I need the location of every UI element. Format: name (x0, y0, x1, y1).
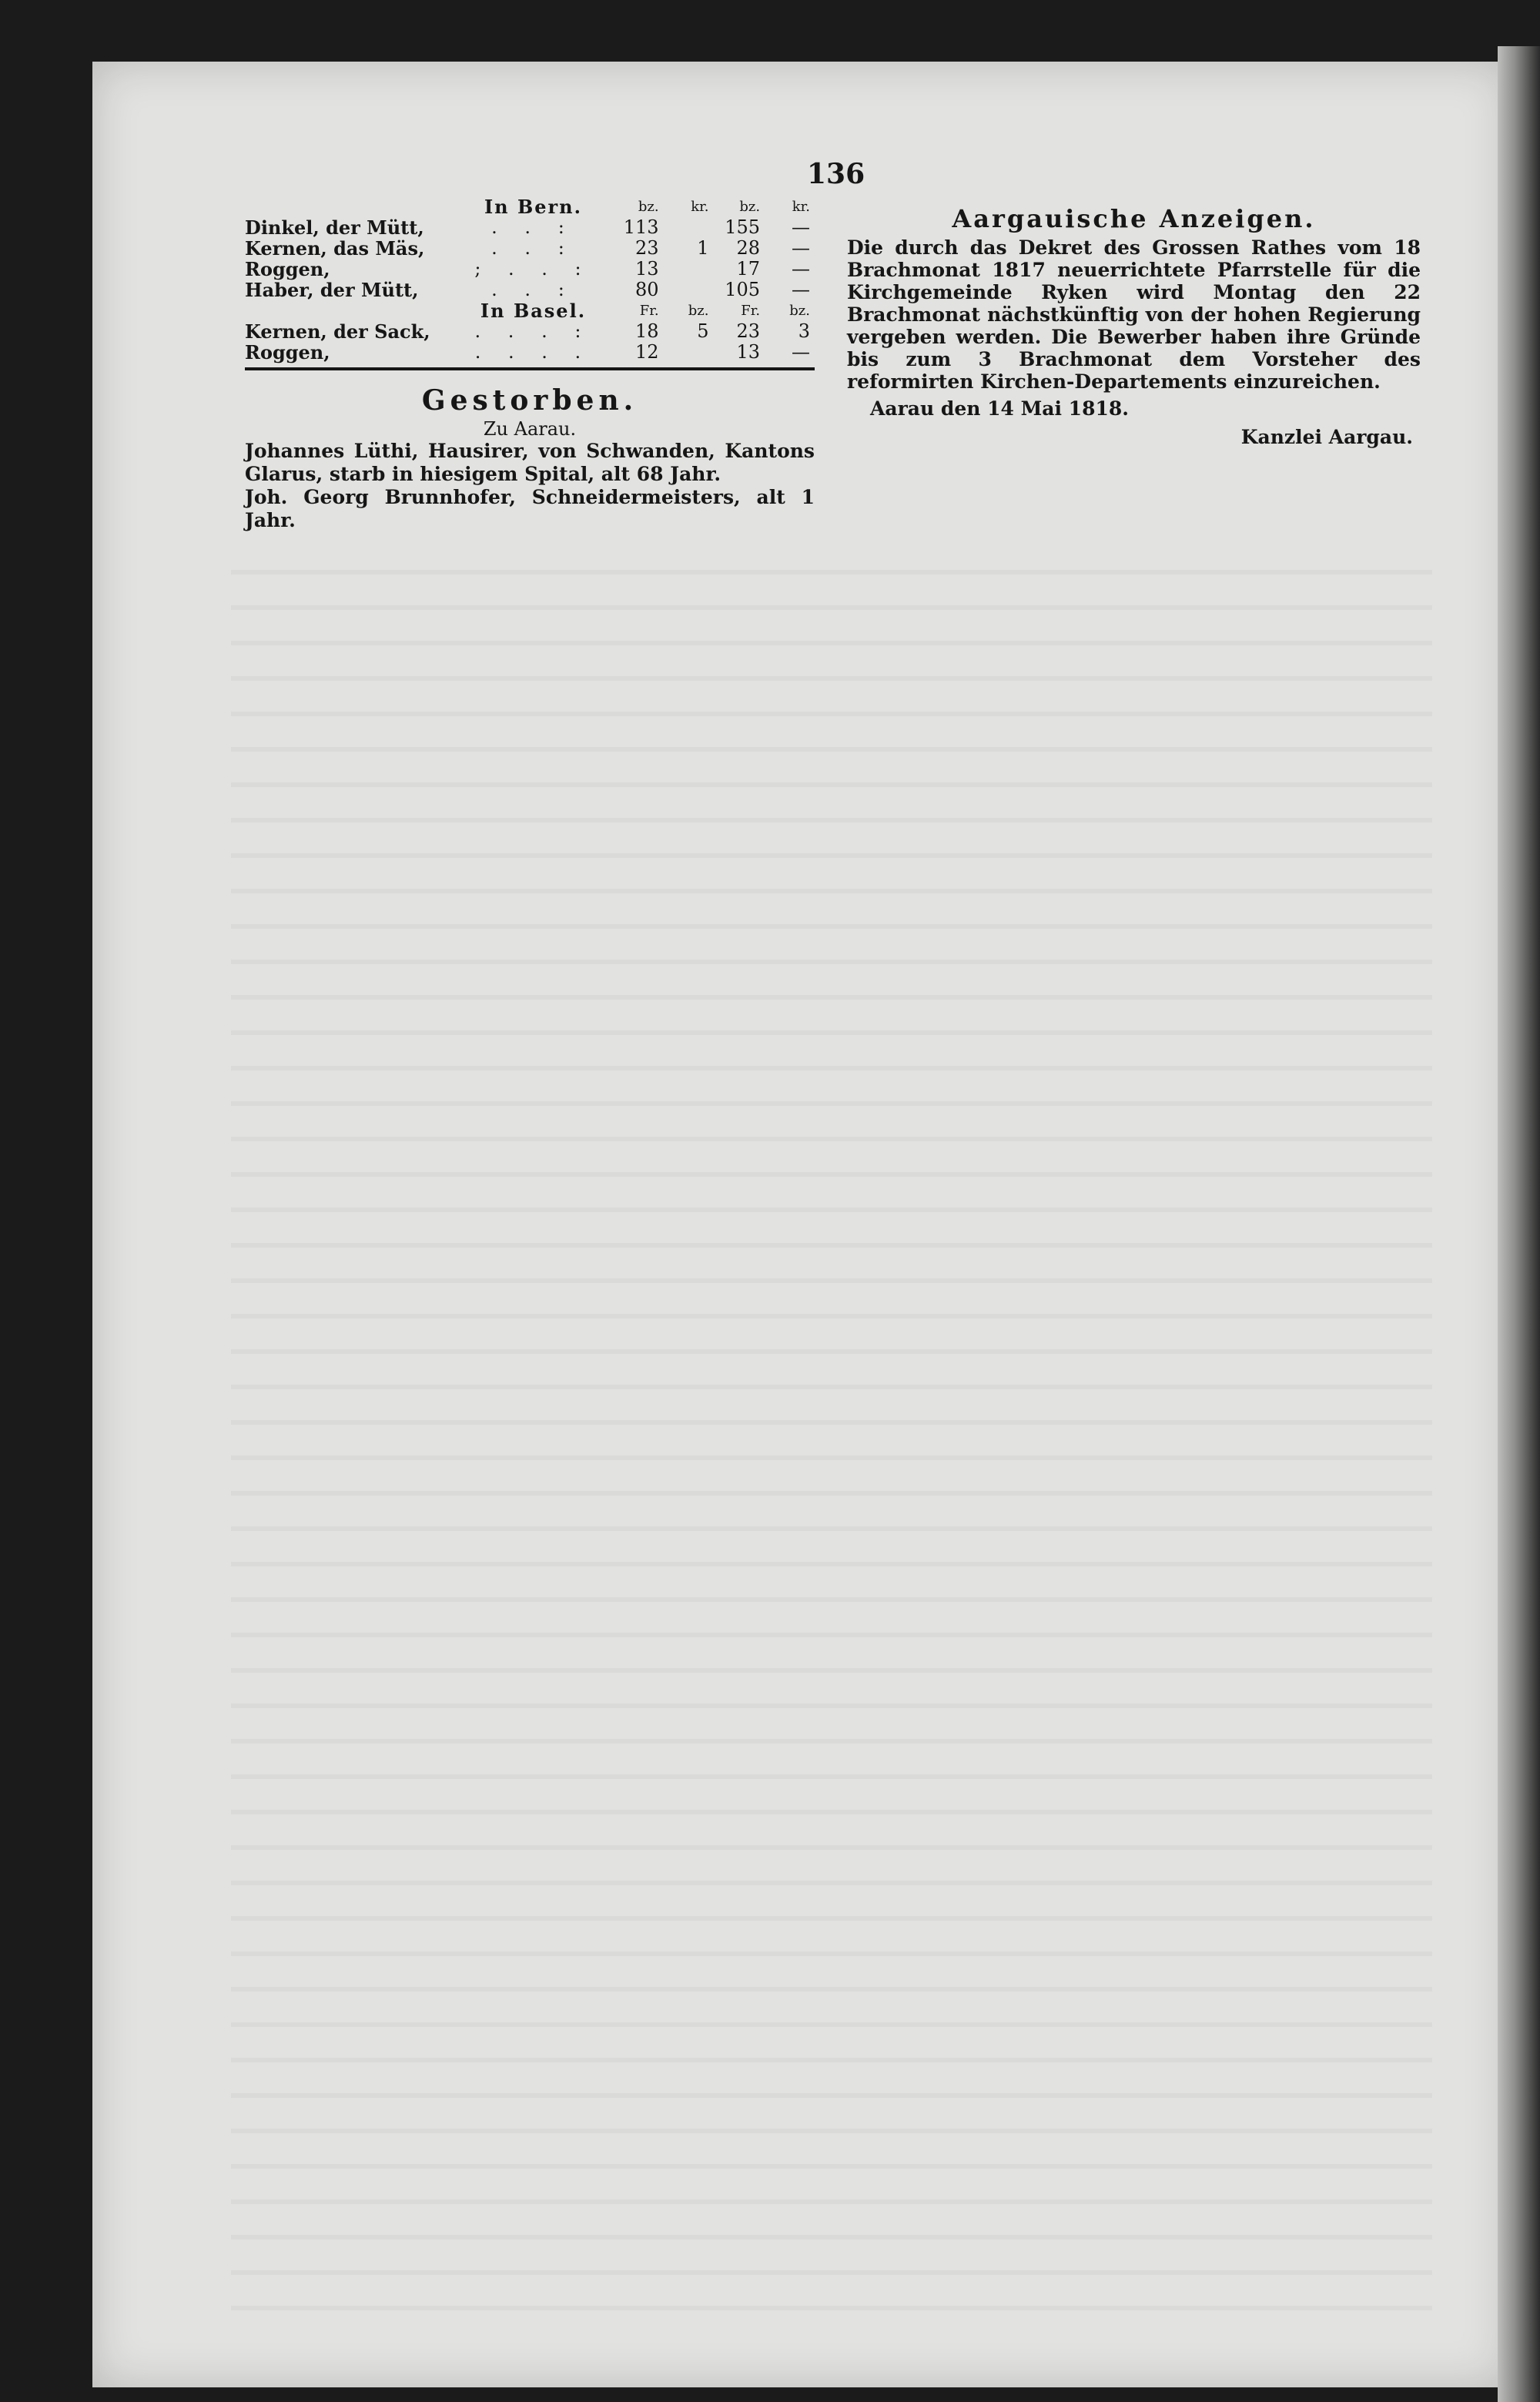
price-value: — (792, 237, 810, 259)
price-value: 5 (697, 320, 709, 342)
death-entry: Joh. Georg Brunnhofer, Schneidermeisters, alt 1 Jahr. (245, 486, 815, 531)
price-row (245, 321, 815, 342)
price-row (245, 238, 815, 259)
deaths-heading: Gestorben. (421, 384, 638, 417)
price-value: 23 (736, 320, 761, 342)
leader-dots: . . : (491, 216, 575, 238)
notice-signature: Kanzlei Aargau. (1240, 426, 1413, 448)
leader-dots: . . : (491, 279, 575, 300)
commodity-label: Haber, der Mütt, (245, 279, 419, 301)
section-rule (245, 367, 815, 370)
price-value (664, 259, 714, 280)
price-value: 80 (635, 279, 659, 300)
bern-header: In Bern. (484, 196, 582, 218)
price-value (664, 280, 714, 300)
commodity-label: Kernen, der Sack, (245, 320, 430, 343)
left-column (245, 196, 815, 532)
price-value: 17 (736, 258, 761, 280)
death-entry: Johannes Lüthi, Hausirer, von Schwanden, Kantons Glarus, starb in hiesigem Spital, alt 68 Jahr. (245, 440, 815, 485)
basel-header: In Basel. (480, 300, 587, 322)
price-row (245, 217, 815, 238)
leader-dots: ; . . : (474, 258, 592, 280)
price-value: 1 (697, 237, 709, 259)
bern-header-row (245, 196, 815, 217)
price-value: 13 (736, 341, 761, 363)
commodity-label: Kernen, das Mäs, (245, 237, 425, 260)
price-value: 18 (635, 320, 659, 342)
commodity-label: Roggen, (245, 341, 330, 363)
price-value: 113 (623, 216, 659, 238)
unit-label: kr. (792, 199, 810, 215)
notice-heading: Aargauische Anzeigen. (952, 204, 1316, 233)
leader-dots: . . . . (474, 341, 592, 363)
leader-dots: . . : (491, 237, 575, 259)
price-value (664, 217, 714, 238)
unit-label: bz. (638, 199, 659, 215)
page-edge (1498, 46, 1540, 2402)
price-row (245, 342, 815, 363)
price-value: 12 (635, 341, 659, 363)
right-column (847, 204, 1421, 448)
price-value: 3 (798, 320, 810, 342)
price-row (245, 280, 815, 300)
price-value: 13 (635, 258, 659, 280)
unit-label: kr. (691, 199, 709, 215)
price-value: 23 (635, 237, 659, 259)
unit-label: Fr. (639, 303, 659, 319)
price-value: 105 (725, 279, 761, 300)
leader-dots: . . . : (474, 320, 592, 342)
price-value: — (792, 279, 810, 300)
price-value: 155 (725, 216, 761, 238)
price-value: — (792, 258, 810, 280)
grain-price-table (245, 196, 815, 363)
price-value: — (792, 341, 810, 363)
unit-label: bz. (739, 199, 761, 215)
price-value (664, 342, 714, 363)
commodity-label: Roggen, (245, 258, 330, 280)
basel-header-row (245, 300, 815, 321)
notice-date: Aarau den 14 Mai 1818. (870, 397, 1129, 420)
page-number: 136 (807, 158, 865, 190)
price-row (245, 259, 815, 280)
unit-label: Fr. (741, 303, 761, 319)
price-value: 28 (736, 237, 761, 259)
deaths-place: Zu Aarau. (483, 418, 577, 440)
unit-label: bz. (688, 303, 709, 319)
notice-body: Die durch das Dekret des Grossen Rathes vom 18 Brachmonat 1817 neuerrichtete Pfarrstelle für die Kirchgemeinde Ryken wird Montag den 22 Brachmonat nächstkünftig von der hohen Regierung vergeben werden. Die Bewerber haben ihre Gründe bis zum 3 Brachmonat dem Vorsteher des reformirten Kirchen-Departements einzureichen. (847, 236, 1421, 393)
unit-label: bz. (789, 303, 810, 319)
price-value: — (792, 216, 810, 238)
bleed-through-texture (231, 570, 1432, 2341)
commodity-label: Dinkel, der Mütt, (245, 216, 424, 239)
